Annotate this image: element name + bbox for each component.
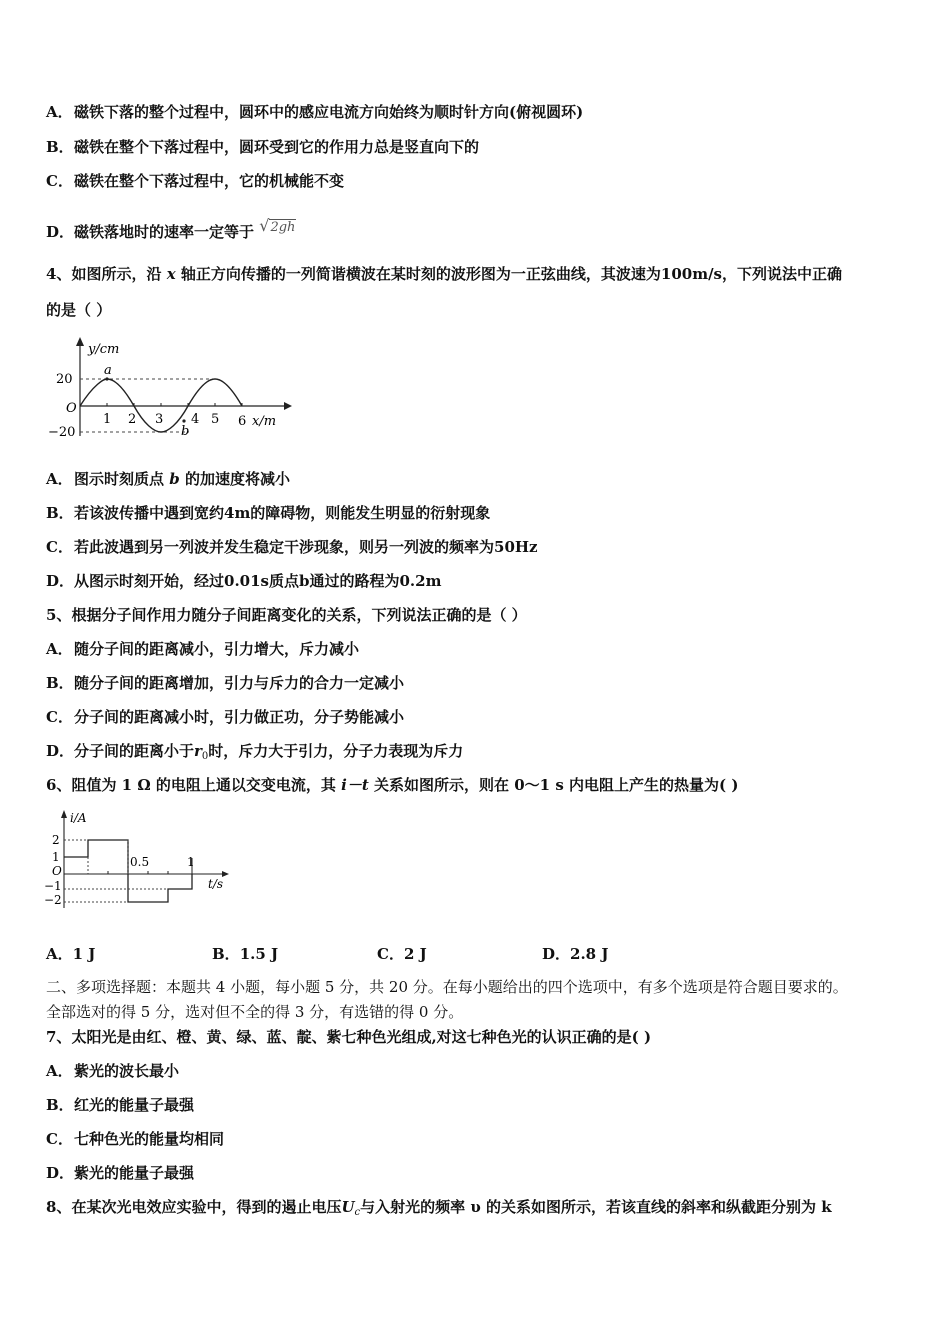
i-tick-label: −1 — [44, 879, 62, 893]
option-text: 磁铁落地时的速率一定等于 — [74, 223, 255, 241]
x-tick-label: 4 — [191, 412, 200, 427]
option-text: 若此波遇到另一列波并发生稳定干涉现象，则另一列波的频率为50Hz — [74, 538, 538, 556]
option-text: 图示时刻质点 — [74, 470, 165, 488]
option-text: 随分子间的距离增加，引力与斥力的合力一定减小 — [74, 674, 405, 692]
q7-option-c — [46, 1129, 224, 1149]
q6-stem — [46, 775, 738, 795]
q7-option-d — [46, 1163, 194, 1183]
q3-option-b — [46, 137, 479, 157]
t-tick-label: 0.5 — [130, 855, 150, 869]
option-text: 磁铁在整个下落过程中，它的机械能不变 — [74, 172, 345, 190]
option-letter: C． — [46, 538, 73, 556]
option-text: 磁铁在整个下落过程中，圆环受到它的作用力总是竖直向下的 — [74, 138, 480, 156]
y-axis-arrow — [76, 337, 84, 346]
section2-heading-line1 — [46, 977, 848, 997]
option-letter: B． — [46, 674, 74, 692]
option-letter: D． — [46, 1164, 75, 1182]
q4-stem-line1 — [46, 264, 842, 284]
option-text: 从图示时刻开始，经过0.01s质点b通过的路程为0.2m — [74, 572, 442, 590]
q4-option-c — [46, 537, 538, 557]
q6-option-a — [46, 943, 95, 964]
question-number: 6、 — [46, 776, 72, 794]
option-text: 2.8 J — [570, 945, 609, 963]
option-text: 分子间的距离小于 — [74, 742, 195, 760]
q5-option-d — [46, 741, 463, 767]
origin-label: O — [66, 401, 77, 416]
option-text: 随分子间的距离减小，引力增大，斥力减小 — [74, 640, 360, 658]
x-tick-label: 2 — [128, 412, 137, 427]
i-axis-arrow — [61, 810, 67, 818]
q3-option-c — [46, 171, 344, 191]
section-text: 二、多项选择题：本题共 4 小题，每小题 5 分，共 20 分。在每小题给出的四个选项中，有多个选项是符合题目要求的。 — [46, 978, 848, 996]
x-tick-label: 6 — [238, 414, 247, 429]
option-text: 七种色光的能量均相同 — [74, 1130, 225, 1148]
option-letter: C． — [46, 708, 73, 726]
q6-option-b — [212, 943, 278, 964]
stem-variable: x — [166, 265, 176, 283]
option-letter: C． — [46, 172, 73, 190]
q4-option-a — [46, 469, 290, 489]
q6-options — [46, 943, 906, 963]
x-tick-label: 1 — [103, 412, 112, 427]
option-letter: A． — [46, 470, 73, 488]
point-b — [182, 419, 185, 422]
point-b-label: b — [181, 424, 190, 439]
option-letter: B． — [46, 138, 74, 156]
q5-option-a — [46, 639, 359, 659]
stem-text: 轴正方向传播的一列简谐横波在某时刻的波形图为一正弦曲线，其波速为 — [180, 265, 661, 283]
stem-text: 阻值为 1 Ω 的电阻上通以交变电流，其 — [71, 776, 336, 794]
option-text: 2 J — [403, 945, 427, 963]
q6-option-c — [377, 943, 427, 964]
formula-radicand: 2gh — [270, 220, 296, 235]
stem-variable: i－t — [341, 776, 369, 794]
i-axis-label: i/A — [70, 811, 87, 825]
q6-option-d — [542, 943, 608, 964]
origin-label: O — [52, 864, 62, 878]
q4-option-b — [46, 503, 490, 523]
x-tick-label: 3 — [155, 412, 164, 427]
option-text: 1.5 J — [239, 945, 279, 963]
stem-text: 太阳光是由红、橙、黄、绿、蓝、靛、紫七种色光组成,对这七种色光的认识正确的是( ) — [71, 1028, 652, 1046]
option-letter: C． — [377, 945, 404, 963]
y-tick-label: −20 — [48, 425, 76, 440]
option-text: 1 J — [72, 945, 96, 963]
stem-variable-subscript: c — [354, 1207, 361, 1218]
option-letter: B． — [46, 1096, 74, 1114]
option-letter: D． — [46, 742, 75, 760]
stem-text: 如图所示，沿 — [71, 265, 162, 283]
wave-graph — [44, 336, 294, 442]
q3-option-d — [46, 216, 296, 242]
section2-heading-line2 — [46, 1002, 463, 1022]
option-letter: C． — [46, 1130, 73, 1148]
q3-option-a — [46, 102, 583, 122]
option-variable-subscript: 0 — [201, 751, 209, 762]
current-segment-negative — [128, 874, 192, 902]
q8-stem — [46, 1197, 832, 1223]
question-number: 5、 — [46, 606, 72, 624]
option-variable: r — [194, 742, 202, 760]
q7-option-b — [46, 1095, 194, 1115]
stem-text: 根据分子间作用力随分子间距离变化的关系，下列说法正确的是（ ） — [71, 606, 527, 624]
option-letter: D． — [46, 223, 75, 241]
y-tick-label: 20 — [56, 372, 73, 387]
section-text: 全部选对的得 5 分，选对但不全的得 3 分，有选错的得 0 分。 — [46, 1003, 464, 1021]
question-number: 8、 — [46, 1198, 72, 1216]
q5-option-c — [46, 707, 404, 727]
i-tick-label: 1 — [52, 850, 60, 864]
option-text: 红光的能量子最强 — [74, 1096, 195, 1114]
q4-wave-figure — [44, 336, 294, 446]
q5-stem — [46, 605, 527, 625]
stem-speed: 100m/s — [660, 265, 722, 283]
question-number: 7、 — [46, 1028, 72, 1046]
option-letter: A． — [46, 640, 73, 658]
option-text: 分子间的距离减小时，引力做正功，分子势能减小 — [74, 708, 405, 726]
option-text: 时，斥力大于引力，分子力表现为斥力 — [208, 742, 464, 760]
option-text: 磁铁下落的整个过程中，圆环中的感应电流方向始终为顺时针方向(俯视圆环) — [74, 103, 584, 121]
option-text: 紫光的能量子最强 — [74, 1164, 195, 1182]
stem-text: 的是（ ） — [46, 301, 112, 319]
option-variable: b — [169, 470, 180, 488]
t-tick-label: 1 — [187, 855, 195, 869]
option-letter: B． — [212, 945, 240, 963]
sqrt-formula: √2gh — [259, 216, 296, 235]
stem-text: 与入射光的频率 υ 的关系如图所示，若该直线的斜率和纵截距分别为 k — [360, 1198, 832, 1216]
x-axis-arrow — [284, 402, 292, 410]
q6-current-figure — [44, 808, 234, 916]
option-letter: A． — [46, 1062, 73, 1080]
option-letter: A． — [46, 103, 73, 121]
x-tick-label: 5 — [211, 412, 220, 427]
q4-stem-line2 — [46, 300, 111, 320]
q5-option-b — [46, 673, 404, 693]
option-letter: D． — [46, 572, 75, 590]
option-letter: B． — [46, 504, 74, 522]
t-axis-label: t/s — [208, 877, 224, 891]
question-number: 4、 — [46, 265, 72, 283]
option-text: 紫光的波长最小 — [74, 1062, 180, 1080]
stem-variable: U — [341, 1198, 355, 1216]
option-text: 若该波传播中遇到宽约4m的障碍物，则能发生明显的衍射现象 — [74, 504, 491, 522]
stem-text: 在某次光电效应实验中，得到的遏止电压 — [71, 1198, 342, 1216]
q4-option-d — [46, 571, 441, 591]
i-tick-label: 2 — [52, 833, 60, 847]
t-axis-arrow — [222, 871, 229, 877]
option-text: 的加速度将减小 — [184, 470, 290, 488]
q7-option-a — [46, 1061, 179, 1081]
current-graph — [44, 808, 234, 912]
y-axis-label: y/cm — [88, 342, 120, 357]
i-tick-label: −2 — [44, 893, 62, 907]
option-letter: D． — [542, 945, 571, 963]
current-segment-positive — [64, 840, 128, 874]
x-axis-label: x/m — [252, 414, 277, 429]
stem-text: ，下列说法中正确 — [722, 265, 843, 283]
option-letter: A． — [46, 945, 73, 963]
point-a-label: a — [104, 363, 112, 378]
q7-stem — [46, 1027, 651, 1047]
stem-text: 关系如图所示，则在 0～1 s 内电阻上产生的热量为( ) — [374, 776, 739, 794]
